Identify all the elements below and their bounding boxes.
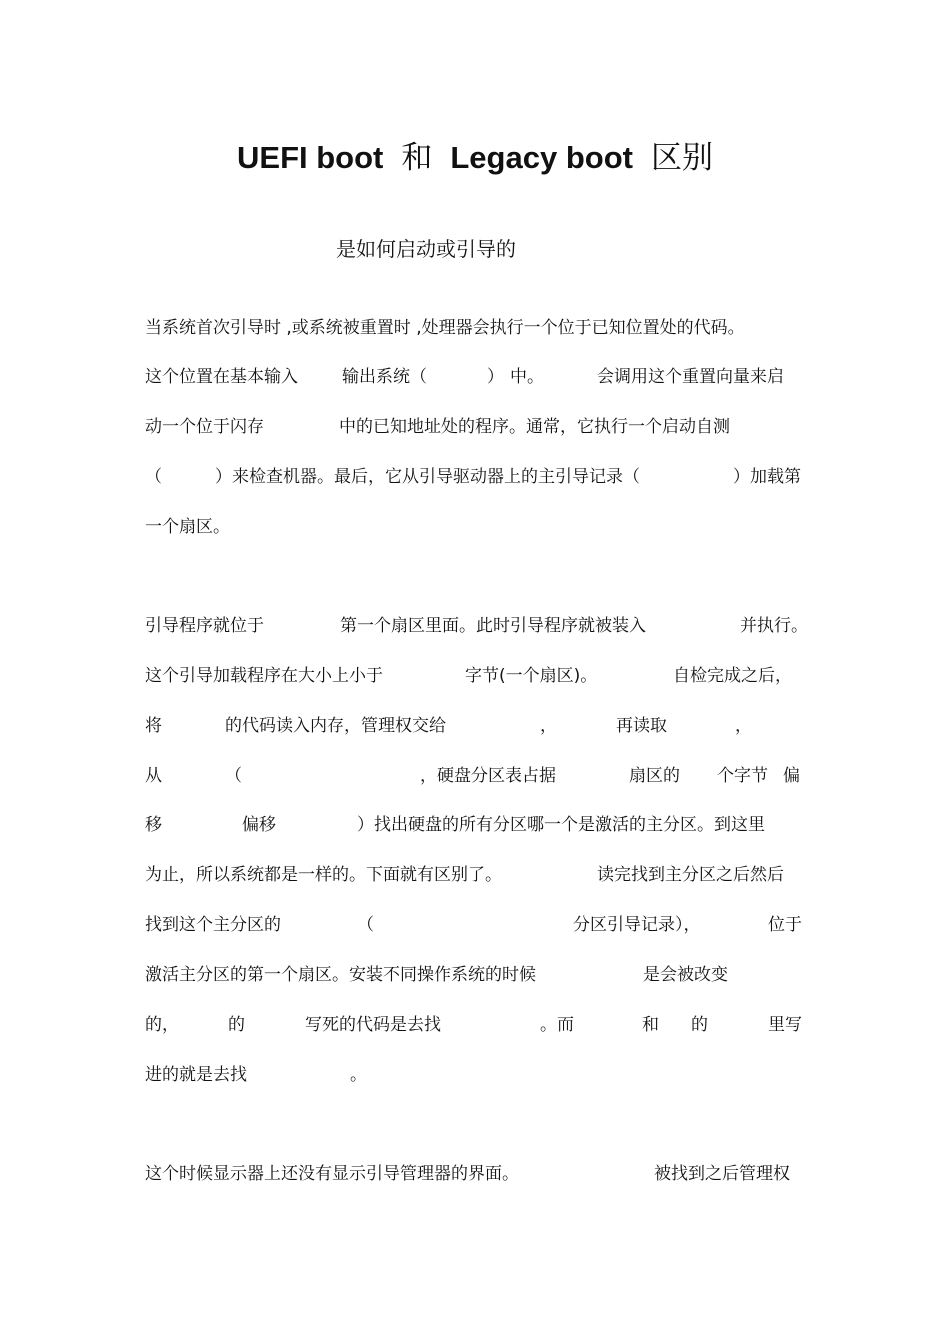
text-segment: 分区引导记录）， xyxy=(573,915,701,935)
text-segment: 偏移 xyxy=(242,815,276,835)
text-segment: （ xyxy=(145,467,162,487)
paragraph-2-line-6 xyxy=(145,860,807,890)
text-segment: 动一个位于闪存 xyxy=(145,417,264,437)
title-part-and: 和 xyxy=(401,140,433,176)
page-title xyxy=(0,136,950,180)
paragraph-2-line-9 xyxy=(145,1010,807,1040)
paragraph-2-line-1 xyxy=(145,611,807,641)
text-segment: 个字节 xyxy=(717,766,768,786)
text-segment: 的， xyxy=(145,1015,179,1035)
text-segment: 是会被改变 xyxy=(643,965,728,985)
text-segment: 再读取 xyxy=(616,716,667,736)
text-segment: ， xyxy=(540,716,557,736)
text-segment: 的 xyxy=(228,1015,245,1035)
paragraph-2-line-5 xyxy=(145,810,807,840)
text-segment: ）找出硬盘的所有分区哪一个是激活的主分区。到这里 xyxy=(357,815,765,835)
title-part-difference: 区别 xyxy=(650,140,713,176)
text-segment: 这个位置在基本输入 xyxy=(145,367,298,387)
text-segment: 和 xyxy=(642,1015,659,1035)
text-segment: 自检完成之后， xyxy=(673,666,792,686)
text-segment: 的 xyxy=(691,1015,708,1035)
text-segment: 。 xyxy=(350,1065,367,1085)
text-segment: 当系统首次引导时 ,或系统被重置时 ,处理器会执行一个位于已知位置处的代码。 xyxy=(145,318,745,338)
text-segment: 偏 xyxy=(783,766,800,786)
text-segment: 字节(一个扇区)。 xyxy=(465,666,598,686)
text-segment: 移 xyxy=(145,815,162,835)
text-segment: 为止，所以系统都是一样的。下面就有区别了。 xyxy=(145,865,502,885)
text-segment: ， xyxy=(735,716,752,736)
paragraph-2-line-10 xyxy=(145,1060,807,1090)
text-segment: 位于 xyxy=(768,915,802,935)
title-part-legacy: Legacy boot xyxy=(450,140,633,175)
text-segment: 写死的代码是去找 xyxy=(305,1015,441,1035)
paragraph-1-line-5 xyxy=(145,512,807,542)
text-segment: 第一个扇区里面。此时引导程序就被装入 xyxy=(340,616,646,636)
paragraph-2-line-8 xyxy=(145,960,807,990)
text-segment: 中。 xyxy=(510,367,544,387)
text-segment: 中的已知地址处的程序。通常，它执行一个启动自测 xyxy=(339,417,730,437)
text-segment: 读完找到主分区之后然后 xyxy=(597,865,784,885)
paragraph-2-line-2 xyxy=(145,661,807,691)
text-segment: （ xyxy=(225,766,242,786)
text-segment: ）加载第 xyxy=(733,467,801,487)
text-segment: 这个引导加载程序在大小上小于 xyxy=(145,666,383,686)
text-segment: 。而 xyxy=(540,1015,574,1035)
paragraph-2-line-7 xyxy=(145,910,807,940)
paragraph-1-line-4 xyxy=(145,462,807,492)
text-segment: 并执行。 xyxy=(740,616,808,636)
paragraph-1-line-3 xyxy=(145,412,807,442)
text-segment: （ xyxy=(357,915,374,935)
text-segment: 扇区的 xyxy=(629,766,680,786)
paragraph-3-line-1 xyxy=(145,1159,807,1189)
section-heading: 是如何启动或引导的 xyxy=(336,237,516,261)
text-segment: 将 xyxy=(145,716,162,736)
text-segment: 激活主分区的第一个扇区。安装不同操作系统的时候 xyxy=(145,965,536,985)
text-segment: 会调用这个重置向量来启 xyxy=(597,367,784,387)
text-segment: 找到这个主分区的 xyxy=(145,915,281,935)
text-segment: 的代码读入内存，管理权交给 xyxy=(225,716,446,736)
text-segment: 从 xyxy=(145,766,162,786)
text-segment: 里写 xyxy=(768,1015,802,1035)
paragraph-2-line-4 xyxy=(145,761,807,791)
text-segment: 被找到之后管理权 xyxy=(654,1164,790,1184)
paragraph-1-line-2 xyxy=(145,362,807,392)
text-segment: 进的就是去找 xyxy=(145,1065,247,1085)
text-segment: 引导程序就位于 xyxy=(145,616,264,636)
text-segment: ） xyxy=(487,367,504,387)
text-segment: ）来检查机器。最后，它从引导驱动器上的主引导记录（ xyxy=(215,467,640,487)
paragraph-2-line-3 xyxy=(145,711,807,741)
paragraph-1-line-1 xyxy=(145,313,807,343)
text-segment: 这个时候显示器上还没有显示引导管理器的界面。 xyxy=(145,1164,519,1184)
text-segment: 一个扇区。 xyxy=(145,517,230,537)
text-segment: ，硬盘分区表占据 xyxy=(420,766,556,786)
text-segment: 输出系统（ xyxy=(342,367,427,387)
title-part-uefi: UEFI boot xyxy=(237,140,384,175)
